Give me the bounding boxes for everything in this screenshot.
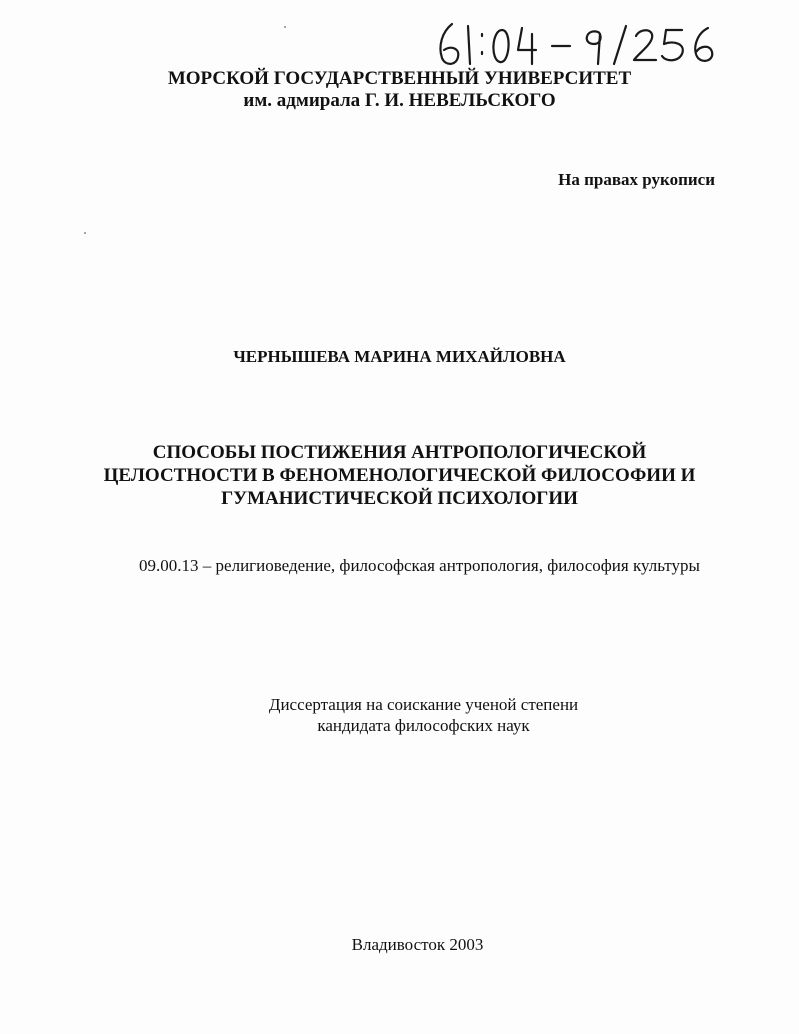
author-name: ЧЕРНЫШЕВА МАРИНА МИХАЙЛОВНА <box>233 347 566 366</box>
manuscript-rights-note: На правах рукописи <box>558 170 715 189</box>
handwriting-drawing <box>430 14 730 74</box>
specialty-code: 09.00.13 – религиоведение, философская антропология, философия культуры <box>139 556 700 575</box>
dissertation-title-line-1: СПОСОБЫ ПОСТИЖЕНИЯ АНТРОПОЛОГИЧЕСКОЙ <box>152 442 647 463</box>
scan-speck <box>84 232 86 234</box>
university-name: МОРСКОЙ ГОСУДАРСТВЕННЫЙ УНИВЕРСИТЕТ <box>167 68 632 89</box>
handwritten-archive-code <box>430 14 730 74</box>
dissertation-title-line-2: ЦЕЛОСТНОСТИ В ФЕНОМЕНОЛОГИЧЕСКОЙ ФИЛОСОФИИ И <box>103 465 696 486</box>
university-named-after: им. адмирала Г. И. НЕВЕЛЬСКОГО <box>243 90 556 111</box>
place-and-year: Владивосток 2003 <box>351 935 484 954</box>
degree-line-1: Диссертация на соискание ученой степени <box>268 695 579 714</box>
dissertation-title-line-3: ГУМАНИСТИЧЕСКОЙ ПСИХОЛОГИИ <box>221 488 578 509</box>
degree-line-2: кандидата философских наук <box>317 716 530 735</box>
scan-speck <box>284 26 286 28</box>
